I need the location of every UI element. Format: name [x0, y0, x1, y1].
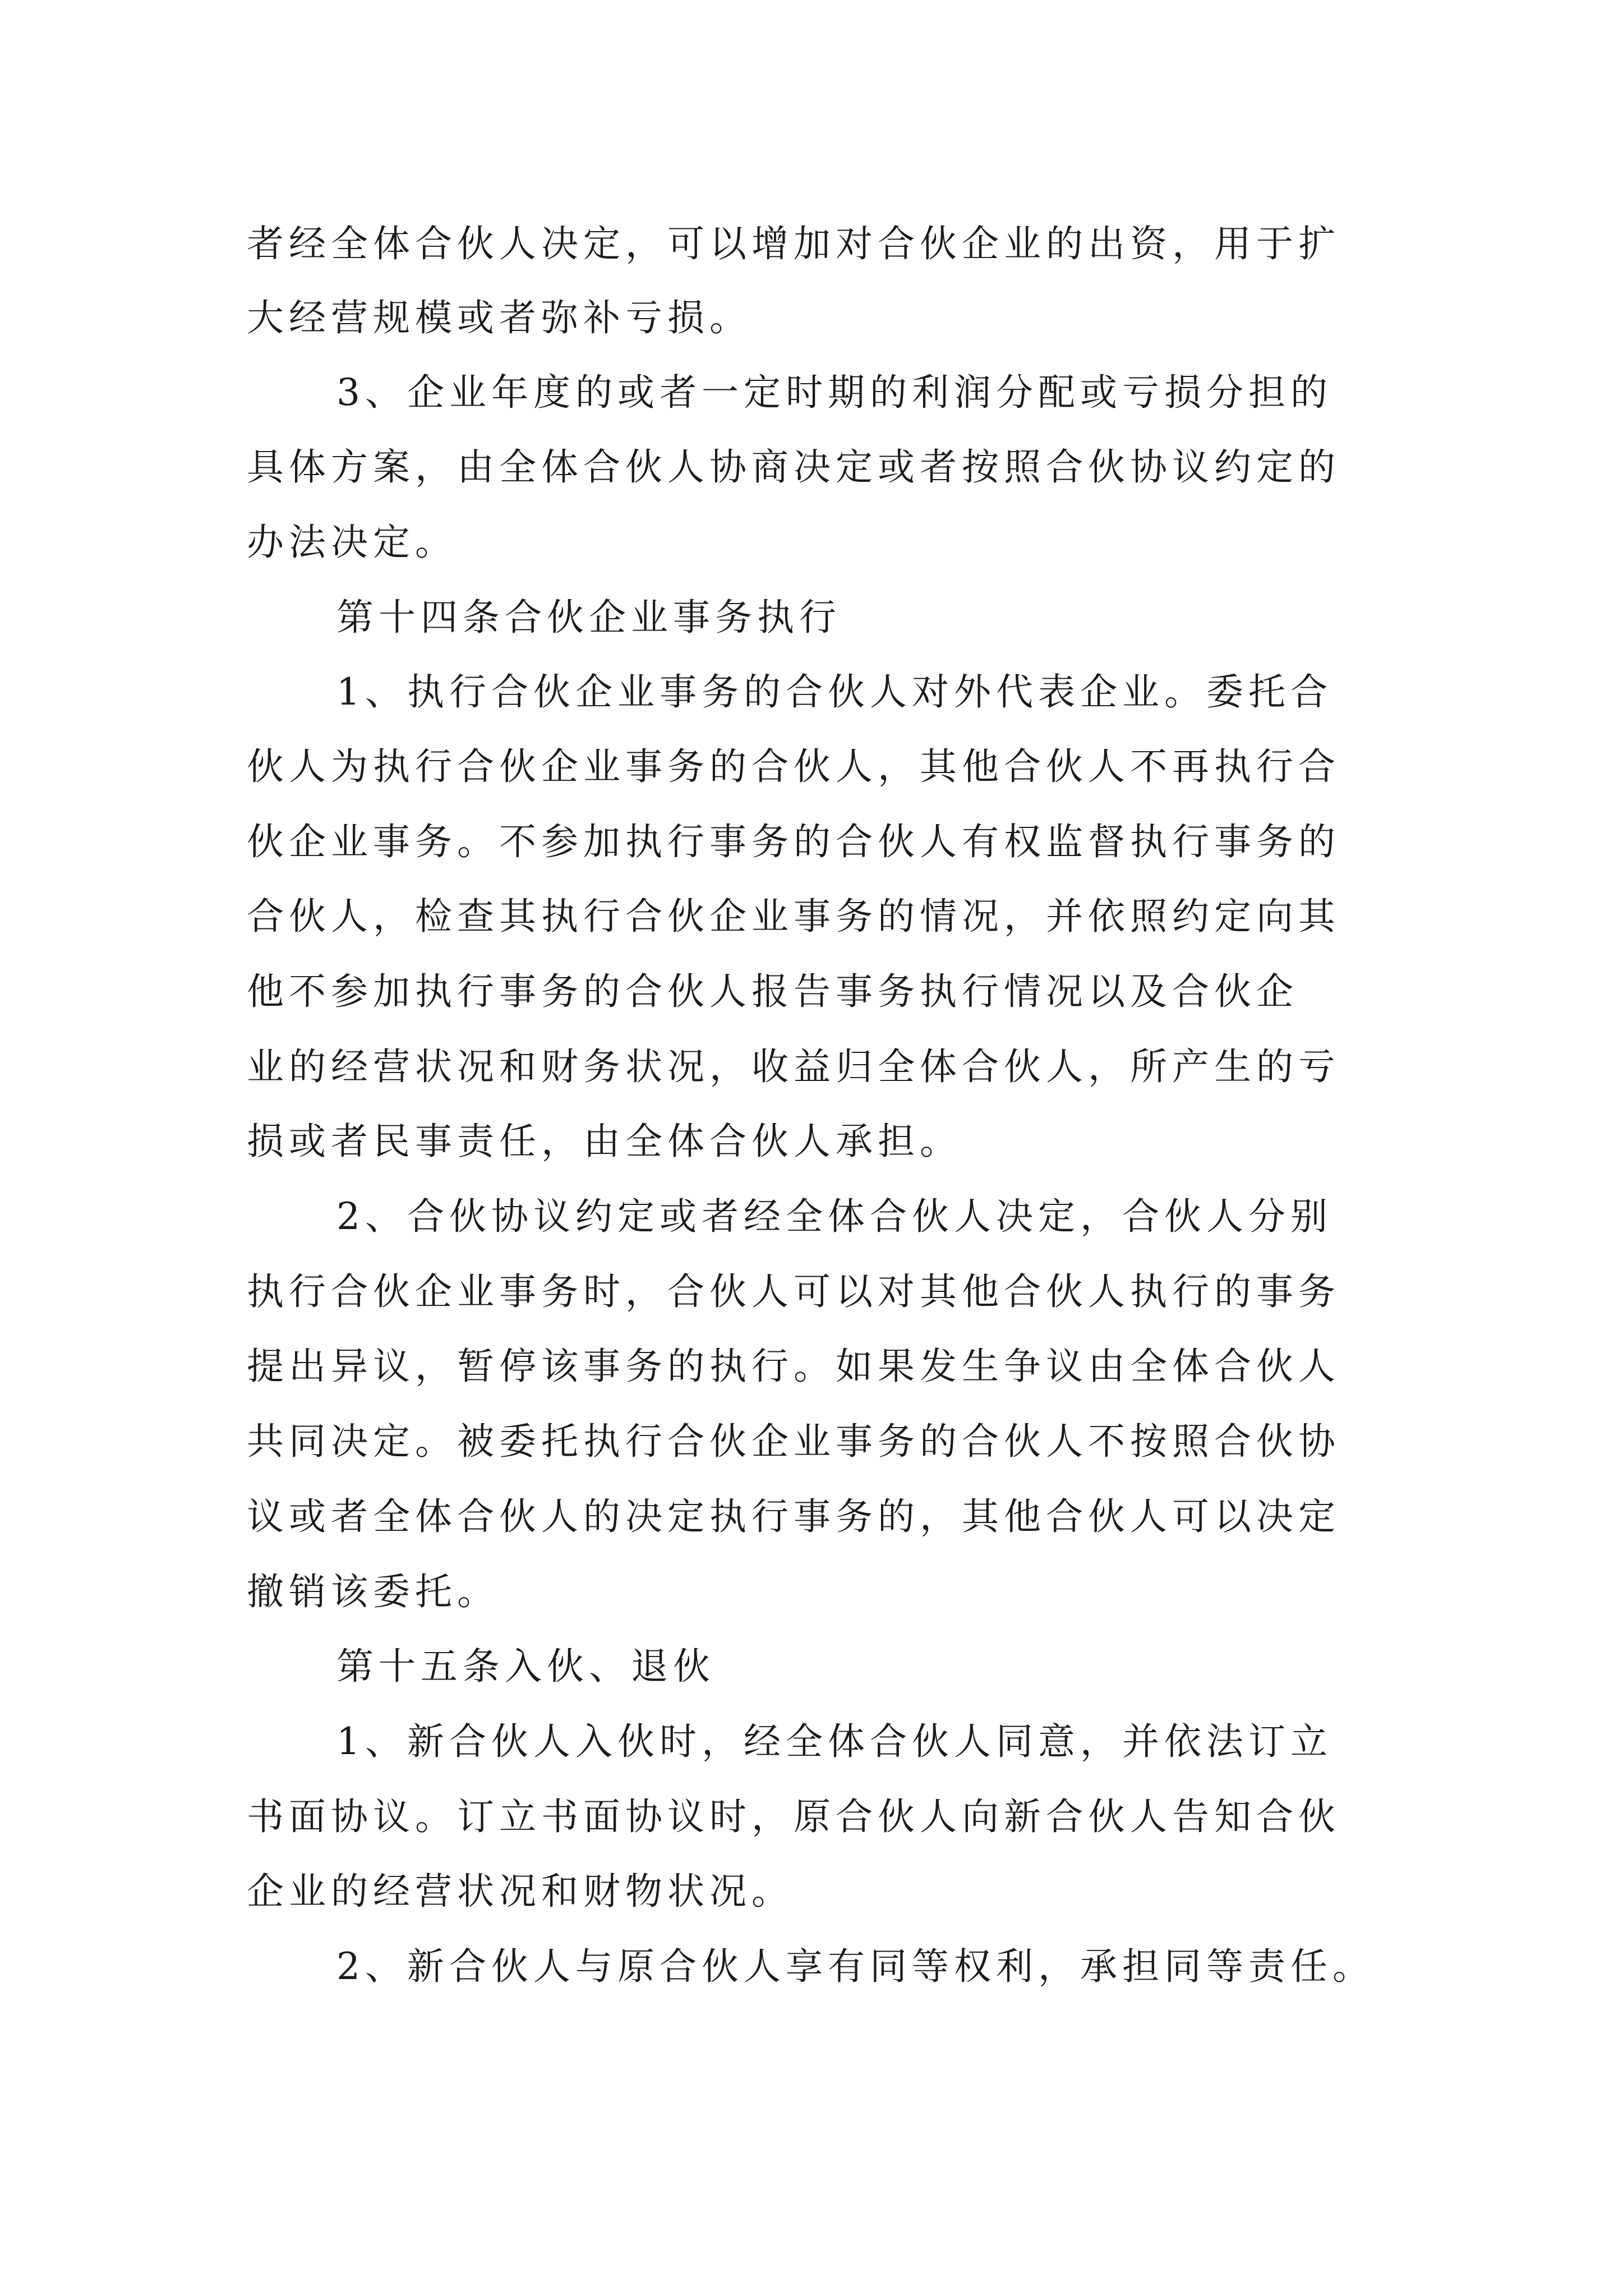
text-line: 伙企业事务。不参加执行事务的合伙人有权监督执行事务的 [247, 820, 1340, 863]
text-line: 议或者全体合伙人的决定执行事务的，其他合伙人可以决定 [247, 1495, 1340, 1538]
text-line: 撤销该委托。 [247, 1570, 499, 1613]
text-line: 1、新合伙人入伙时，经全体合伙人同意，并依法订立 [336, 1720, 1332, 1763]
text-line: 企业的经营状况和财物状况。 [247, 1870, 794, 1913]
text-line: 2、新合伙人与原合伙人享有同等权利，承担同等责任。 [336, 1945, 1375, 1988]
text-line: 损或者民事责任，由全体合伙人承担。 [247, 1120, 962, 1163]
text-line: 合伙人，检查其执行合伙企业事务的情况，并依照约定向其 [247, 895, 1340, 938]
text-line: 办法决定。 [247, 521, 457, 564]
text-line: 者经全体合伙人决定，可以增加对合伙企业的出资，用于扩 [247, 222, 1340, 265]
section-heading: 第十五条入伙、退伙 [336, 1645, 715, 1688]
text-line: 1、执行合伙企业事务的合伙人对外代表企业。委托合 [336, 670, 1332, 714]
text-line: 具体方案，由全体合伙人协商决定或者按照合伙协议约定的 [247, 445, 1340, 489]
text-line: 业的经营状况和财务状况，收益归全体合伙人，所产生的亏 [247, 1045, 1340, 1088]
text-line: 3、企业年度的或者一定时期的利润分配或亏损分担的 [336, 371, 1332, 414]
text-line: 大经营规模或者弥补亏损。 [247, 296, 751, 339]
section-heading: 第十四条合伙企业事务执行 [336, 596, 841, 639]
text-line: 执行合伙企业事务时，合伙人可以对其他合伙人执行的事务 [247, 1270, 1340, 1313]
text-line: 2、合伙协议约定或者经全体合伙人决定，合伙人分别 [336, 1195, 1332, 1238]
text-line: 提出异议，暂停该事务的执行。如果发生争议由全体合伙人 [247, 1345, 1340, 1388]
text-line: 共同决定。被委托执行合伙企业事务的合伙人不按照合伙协 [247, 1420, 1340, 1463]
text-line: 他不参加执行事务的合伙人报告事务执行情况以及合伙企 [247, 970, 1298, 1013]
text-line: 书面协议。订立书面协议时，原合伙人向新合伙人告知合伙 [247, 1795, 1340, 1838]
text-line: 伙人为执行合伙企业事务的合伙人，其他合伙人不再执行合 [247, 745, 1340, 788]
